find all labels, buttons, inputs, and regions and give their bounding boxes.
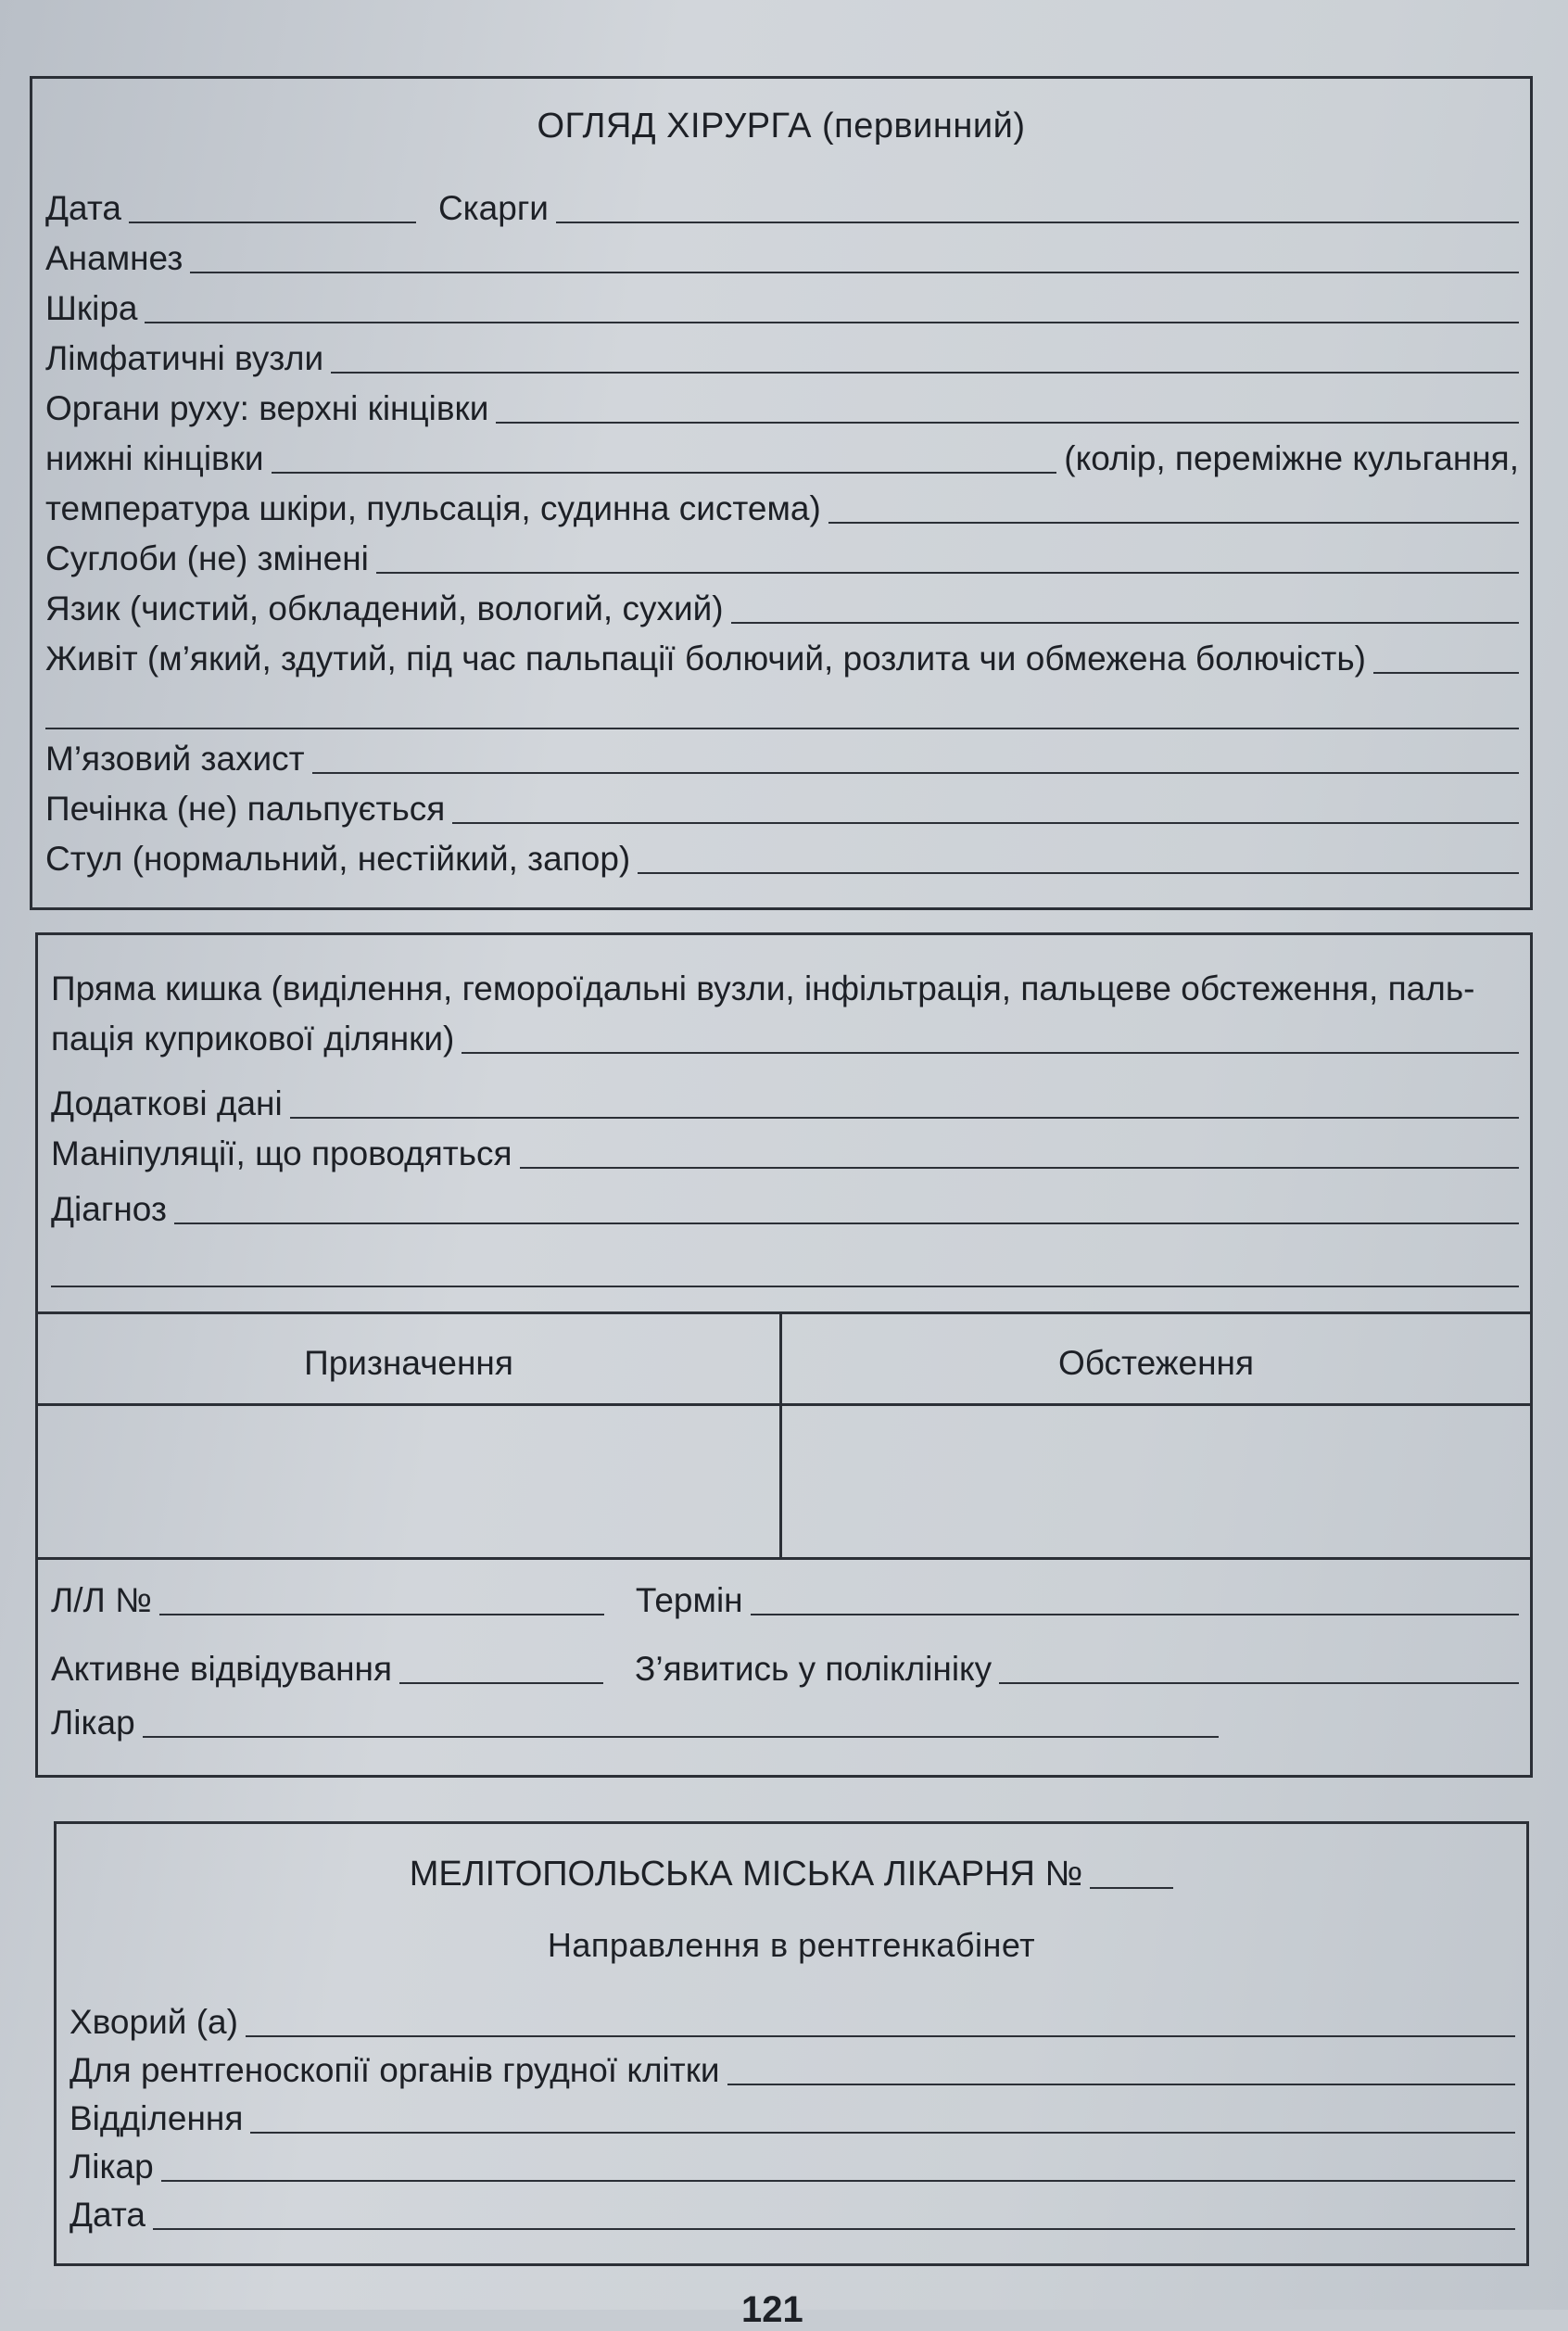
sick-leave-field[interactable]	[159, 1584, 604, 1615]
manipulations-row	[51, 1134, 1519, 1174]
lower-limbs-label: нижні кінцівки	[45, 439, 264, 477]
xray-date-row	[70, 2195, 1515, 2236]
department-row	[70, 2098, 1515, 2139]
joints-label: Суглоби (не) змінені	[45, 539, 369, 577]
motion-organs-label: Органи руху: верхні кінцівки	[45, 389, 489, 427]
doctor-field[interactable]	[143, 1706, 1219, 1738]
xray-doctor-field[interactable]	[161, 2150, 1515, 2182]
joints-row	[45, 538, 1519, 579]
abdomen-label: Живіт (м’який, здутий, під час пальпації болючий, розлита чи обмежена болючість)	[45, 640, 1366, 678]
prescriptions-table	[38, 1311, 1530, 1560]
xray-subtitle: Направлення в рентгенкабінет	[547, 1926, 1036, 1964]
doctor-label: Лікар	[51, 1704, 135, 1742]
diagnosis-field[interactable]	[174, 1193, 1519, 1224]
prescriptions-header: Призначення	[304, 1344, 513, 1382]
anamnesis-field[interactable]	[190, 242, 1519, 273]
department-field[interactable]	[250, 2102, 1515, 2134]
lower-limbs-field[interactable]	[272, 442, 1057, 474]
hospital-number-field[interactable]	[1090, 1857, 1173, 1889]
lower-limbs-note: (колір, переміжне кульгання,	[1064, 439, 1519, 477]
chest-label: Для рентгеноскопії органів грудної клітки	[70, 2051, 720, 2089]
muscle-row	[45, 739, 1519, 779]
abdomen-field[interactable]	[1373, 642, 1519, 674]
stool-row	[45, 839, 1519, 880]
diagnosis-continuation-field[interactable]	[51, 1286, 1519, 1287]
xray-referral-section	[54, 1821, 1529, 2266]
patient-row	[70, 2002, 1515, 2043]
prescriptions-cell[interactable]	[38, 1406, 779, 1554]
anamnesis-row	[45, 238, 1519, 279]
lower-limbs-row	[45, 438, 1519, 479]
active-visit-row	[51, 1649, 1519, 1690]
sick-leave-row	[51, 1580, 1519, 1621]
muscle-label: М’язовий захист	[45, 740, 305, 778]
clinic-label: З’явитись у поліклініку	[635, 1650, 993, 1688]
complaints-label: Скарги	[437, 189, 549, 227]
lymph-label: Лімфатичні вузли	[45, 339, 324, 377]
liver-label: Печінка (не) пальпується	[45, 790, 446, 828]
joints-field[interactable]	[376, 542, 1519, 574]
muscle-field[interactable]	[312, 742, 1519, 774]
additional-label: Додаткові дані	[51, 1084, 283, 1122]
complaints-field[interactable]	[556, 192, 1519, 223]
chest-field[interactable]	[727, 2054, 1515, 2085]
term-label: Термін	[635, 1581, 743, 1619]
additional-row	[51, 1083, 1519, 1124]
xray-date-field[interactable]	[153, 2198, 1515, 2230]
tongue-row	[45, 589, 1519, 629]
xray-doctor-row	[70, 2147, 1515, 2187]
date-field[interactable]	[129, 192, 416, 223]
doctor-row	[51, 1703, 1219, 1743]
xray-doctor-label: Лікар	[70, 2147, 154, 2185]
chest-row	[70, 2050, 1515, 2091]
abdomen-continuation-field[interactable]	[45, 728, 1519, 729]
temperature-field[interactable]	[828, 492, 1519, 524]
page-number: 121	[741, 2289, 803, 2330]
additional-field[interactable]	[290, 1087, 1519, 1119]
rectum-field[interactable]	[462, 1022, 1519, 1054]
sick-leave-label: Л/Л №	[51, 1581, 152, 1619]
rectum-row-1	[51, 969, 1519, 1009]
diagnosis-label: Діагноз	[51, 1190, 167, 1228]
xray-date-label: Дата	[70, 2196, 145, 2234]
patient-label: Хворий (а)	[70, 2003, 238, 2041]
stool-label: Стул (нормальний, нестійкий, запор)	[45, 840, 631, 878]
manipulations-label: Маніпуляції, що проводяться	[51, 1134, 512, 1172]
date-label: Дата	[45, 189, 121, 227]
stool-field[interactable]	[638, 842, 1519, 874]
skin-label: Шкіра	[45, 289, 138, 327]
active-visit-label: Активне відвідування	[51, 1650, 392, 1688]
diagnosis-row	[51, 1189, 1519, 1230]
date-complaints-row	[45, 188, 1519, 229]
section-title: ОГЛЯД ХІРУРГА (первинний)	[537, 107, 1026, 146]
clinic-field[interactable]	[999, 1653, 1519, 1684]
examinations-header: Обстеження	[1058, 1344, 1254, 1382]
surgeon-exam-section	[30, 76, 1533, 910]
temperature-label: температура шкіри, пульсація, судинна система)	[45, 489, 821, 527]
hospital-title: МЕЛІТОПОЛЬСЬКА МІСЬКА ЛІКАРНЯ №	[409, 1855, 1083, 1894]
patient-field[interactable]	[246, 2006, 1515, 2037]
temperature-row	[45, 488, 1519, 529]
lymph-field[interactable]	[331, 342, 1519, 374]
liver-field[interactable]	[452, 792, 1519, 824]
manipulations-field[interactable]	[520, 1137, 1519, 1169]
anamnesis-label: Анамнез	[45, 239, 183, 277]
rectum-label-2: пація куприкової ділянки)	[51, 1020, 455, 1058]
active-visit-field[interactable]	[399, 1653, 603, 1684]
skin-row	[45, 288, 1519, 329]
hospital-title-row	[57, 1854, 1526, 1894]
skin-field[interactable]	[145, 292, 1519, 323]
exam-continued-section	[35, 932, 1533, 1778]
upper-limbs-row	[45, 388, 1519, 429]
tongue-field[interactable]	[731, 592, 1519, 624]
term-field[interactable]	[751, 1584, 1519, 1615]
examinations-cell[interactable]	[782, 1406, 1530, 1554]
lymph-row	[45, 338, 1519, 379]
abdomen-row	[45, 639, 1519, 679]
liver-row	[45, 789, 1519, 830]
rectum-label-1: Пряма кишка (виділення, гемороїдальні вузли, інфільтрація, пальцеве обстеження, паль-	[51, 969, 1475, 1007]
rectum-row-2	[51, 1019, 1519, 1059]
upper-limbs-field[interactable]	[496, 392, 1519, 424]
department-label: Відділення	[70, 2099, 244, 2137]
tongue-label: Язик (чистий, обкладений, вологий, сухий)	[45, 589, 724, 627]
